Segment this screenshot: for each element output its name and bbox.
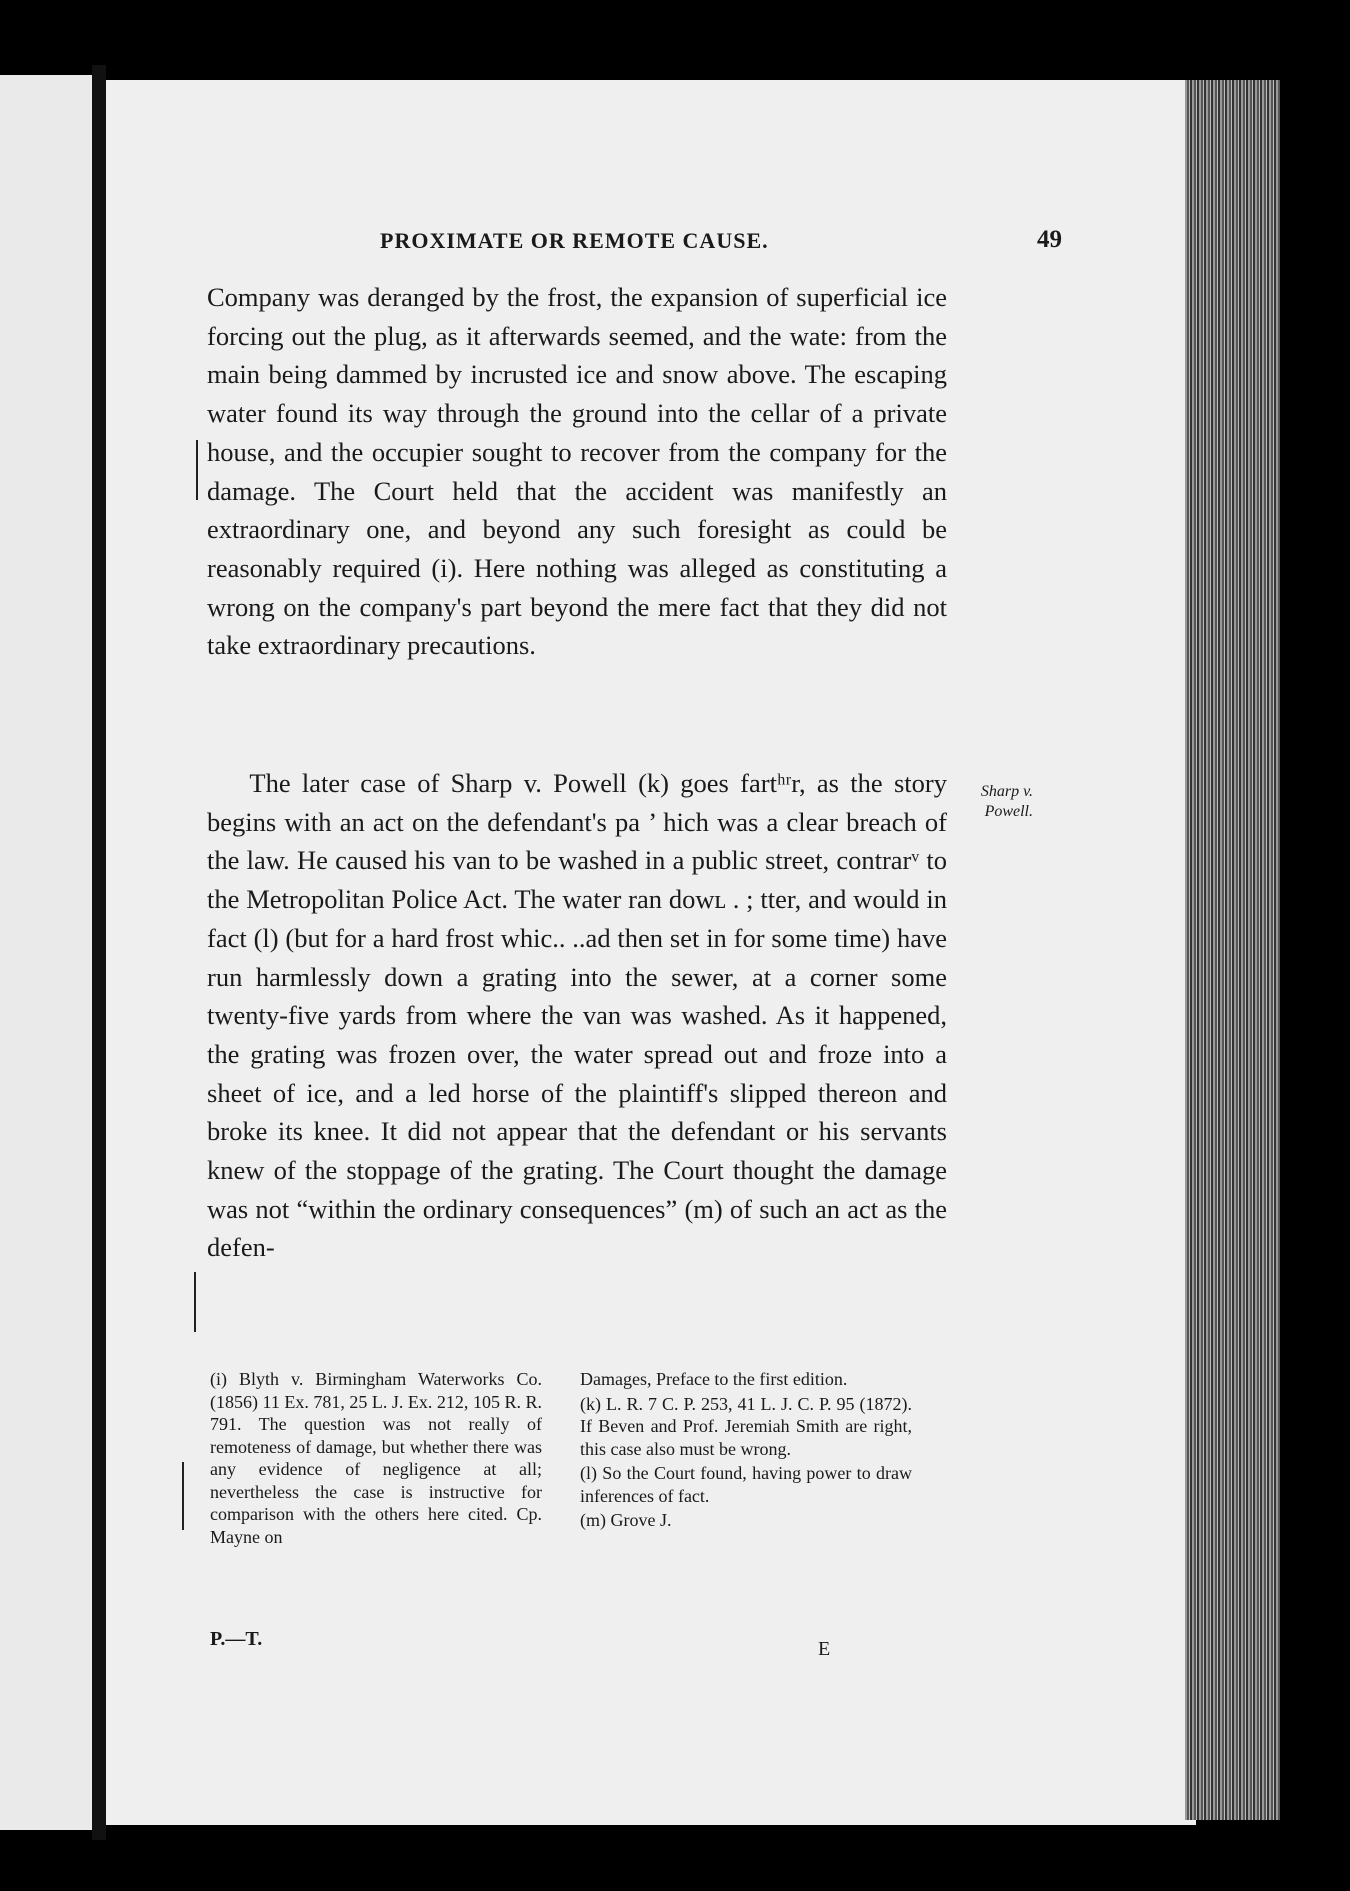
body-text xyxy=(207,278,947,665)
running-title: PROXIMATE OR REMOTE CAUSE. xyxy=(380,228,769,253)
footnote-l: (l) So the Court found, having power to draw inferences of fact. xyxy=(580,1463,912,1506)
footnote-i-continued: Damages, Preface to the first edition. xyxy=(580,1369,848,1389)
margin-bracket xyxy=(196,440,198,500)
paragraph-1: Company was deranged by the frost, the expansion of superficial ice forcing out the plug, as it afterwards seemed, and the wate: from the main being dammed by incrusted ice and snow above. The escaping water found its way through the ground into the cellar of a private house, and the occupier sought to recover from the company for the damage. The Court held that the accident was manifestly an extraordinary one, and beyond any such foresight as could be reasonably required (i). Here nothing was alleged as constituting a wrong on the company's part beyond the mere fact that they did not take extraordinary precautions. xyxy=(207,282,947,661)
footnotes-right xyxy=(580,1368,912,1534)
signature-letter: E xyxy=(818,1638,831,1660)
footnote-i: (i) Blyth v. Birmingham Waterworks Co. (1856) 11 Ex. 781, 25 L. J. Ex. 212, 105 R. R. 791. The question was not really of remoteness of damage, but whether there was any evidence of negligence at all; nevertheless the case is instructive for comparison with the others here cited. Cp. Mayne on xyxy=(210,1369,542,1547)
margin-bracket xyxy=(194,1272,196,1332)
footnotes-left xyxy=(210,1368,542,1550)
page-number: 49 xyxy=(1037,226,1062,253)
footnote-m: (m) Grove J. xyxy=(580,1510,672,1530)
footnote-k: (k) L. R. 7 C. P. 253, 41 L. J. C. P. 95 (1872). If Beven and Prof. Jeremiah Smith are right, this case also must be wrong. xyxy=(580,1393,912,1459)
page-stack-edge xyxy=(1185,80,1280,1820)
margin-note-line: Powell. xyxy=(984,803,1033,820)
book-gutter xyxy=(92,65,106,1840)
paragraph-2: The later case of Sharp v. Powell (k) goes fartʰʳr, as the story begins with an act on the defendant's pa ’ hich was a clear breach of the law. He caused his van to be washed in a public street, contrarᵛ to the Metropolitan Police Act. The water ran dowʟ . ; tter, and would in fact (l) (but for a hard frost whic.. ..ad then set in for some time) have run harmlessly down a grating into the sewer, at a corner some twenty-five yards from where the van was washed. As it happened, the grating was frozen over, the water spread out and froze into a sheet of ice, and a led horse of the plaintiff's slipped thereon and broke its knee. It did not appear that the defendant or his servants knew of the stoppage of the grating. The Court thought the damage was not “within the ordinary consequences” (m) of such an act as the defen- xyxy=(207,768,947,1263)
margin-note xyxy=(953,782,1033,822)
facing-page-edge xyxy=(0,75,92,1830)
signature-mark: P.—T. xyxy=(210,1628,263,1650)
body-text-2 xyxy=(207,764,947,1267)
margin-bracket xyxy=(182,1462,184,1530)
margin-note-line: Sharp v. xyxy=(980,783,1033,800)
